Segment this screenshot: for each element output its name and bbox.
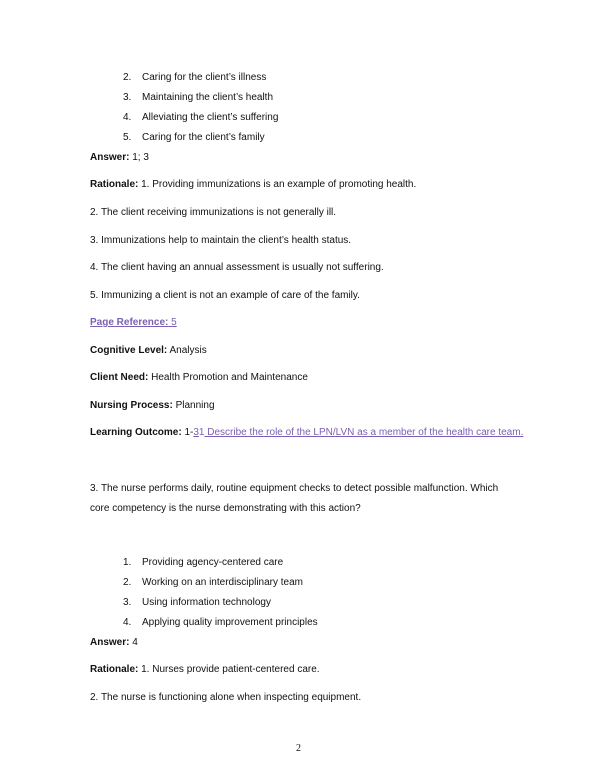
learning-outcome-line xyxy=(90,426,523,439)
list-number: 4. xyxy=(123,112,132,123)
list-number: 1. xyxy=(123,557,132,568)
answer-label: Answer: xyxy=(90,152,130,163)
rationale-text: 1. Nurses provide patient-centered care. xyxy=(138,664,320,675)
list-number: 2. xyxy=(123,72,132,83)
answer-value: 4 xyxy=(129,637,138,648)
page-reference-link[interactable]: Page Reference: xyxy=(90,317,169,328)
rationale-item: 4. The client having an annual assessment is usually not suffering. xyxy=(90,262,384,273)
nursing-process-label: Nursing Process: xyxy=(90,400,173,411)
list-number: 4. xyxy=(123,617,132,628)
cognitive-level-label: Cognitive Level: xyxy=(90,345,168,356)
learning-outcome-code-link[interactable]: 3 xyxy=(193,427,199,438)
learning-outcome-code: 1 xyxy=(198,427,205,438)
rationale-label: Rationale: xyxy=(90,664,139,675)
list-number: 5. xyxy=(123,132,132,143)
learning-outcome-link[interactable]: Describe the role of the LPN/LVN as a member of the health care team. xyxy=(204,427,524,438)
list-item xyxy=(123,71,266,84)
question-text: core competency is the nurse demonstrating with this action? xyxy=(90,503,361,514)
list-item xyxy=(123,556,283,569)
rationale-item: 5. Immunizing a client is not an example of care of the family. xyxy=(90,290,360,301)
rationale-label: Rationale: xyxy=(90,179,139,190)
client-need-label: Client Need: xyxy=(90,372,149,383)
page-number: 2 xyxy=(296,743,301,754)
list-text: Using information technology xyxy=(142,597,271,608)
answer-label: Answer: xyxy=(90,637,130,648)
list-number: 3. xyxy=(123,92,132,103)
list-text: Alleviating the client’s suffering xyxy=(142,112,279,123)
question-text: 3. The nurse performs daily, routine equipment checks to detect possible malfunction. Which xyxy=(90,483,499,494)
list-text: Caring for the client’s illness xyxy=(142,72,267,83)
list-item xyxy=(123,616,318,629)
answer-value: 1; 3 xyxy=(129,152,149,163)
list-item xyxy=(123,596,271,609)
list-item xyxy=(123,91,273,104)
client-need-value: Health Promotion and Maintenance xyxy=(148,372,308,383)
rationale-text: 1. Providing immunizations is an example of promoting health. xyxy=(138,179,417,190)
answer-line xyxy=(90,151,149,164)
cognitive-level-value: Analysis xyxy=(167,345,207,356)
rationale-item: 2. The client receiving immunizations is not generally ill. xyxy=(90,207,337,218)
rationale-line xyxy=(90,178,416,191)
list-text: Caring for the client’s family xyxy=(142,132,265,143)
nursing-process-value: Planning xyxy=(172,400,215,411)
cognitive-level-line xyxy=(90,344,207,357)
nursing-process-line xyxy=(90,399,215,412)
rationale-line xyxy=(90,663,320,676)
list-item xyxy=(123,131,265,144)
list-text: Working on an interdisciplinary team xyxy=(142,577,304,588)
learning-outcome-prefix: 1- xyxy=(181,427,194,438)
rationale-item: 2. The nurse is functioning alone when inspecting equipment. xyxy=(90,692,362,703)
list-text: Maintaining the client’s health xyxy=(142,92,274,103)
page-reference-value[interactable]: 5 xyxy=(168,317,177,328)
list-text: Applying quality improvement principles xyxy=(142,617,318,628)
list-number: 3. xyxy=(123,597,132,608)
list-text: Providing agency-centered care xyxy=(142,557,284,568)
page-reference-line[interactable] xyxy=(90,316,177,329)
client-need-line xyxy=(90,371,308,384)
list-item xyxy=(123,576,303,589)
list-item xyxy=(123,111,278,124)
learning-outcome-label: Learning Outcome: xyxy=(90,427,182,438)
answer-line xyxy=(90,636,138,649)
rationale-item: 3. Immunizations help to maintain the client’s health status. xyxy=(90,235,352,246)
list-number: 2. xyxy=(123,577,132,588)
